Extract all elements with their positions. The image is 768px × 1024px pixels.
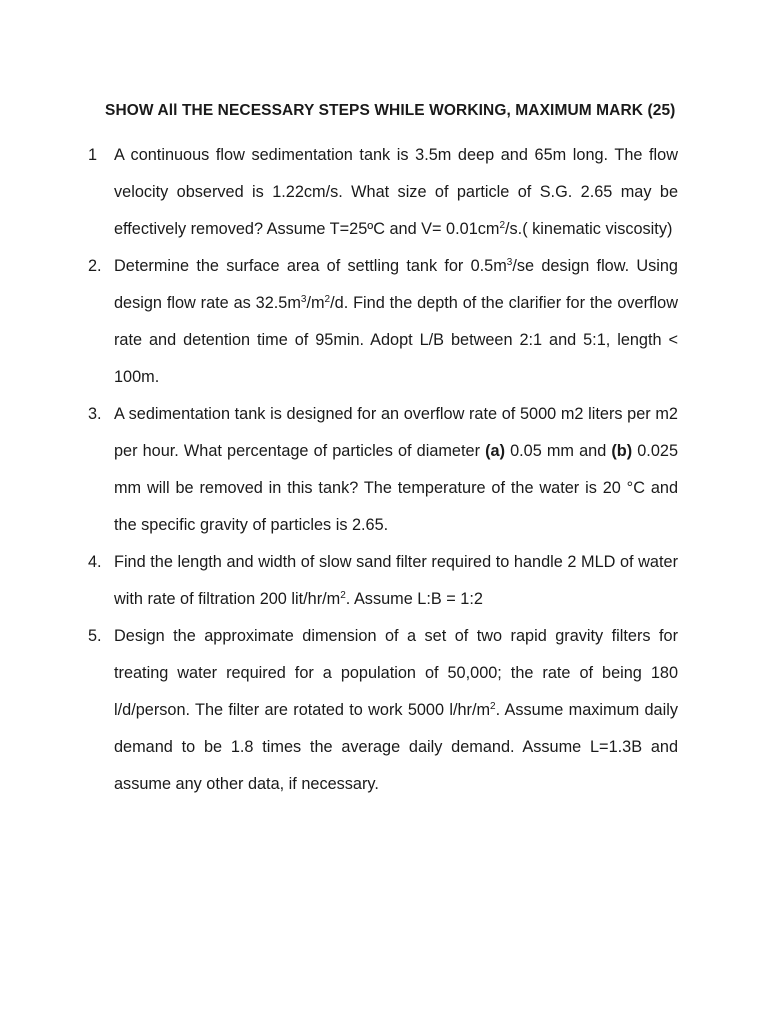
question-item [88,618,678,803]
question-number: 2. [88,257,102,275]
question-number: 1 [88,146,98,164]
question-text: Determine the surface area of settling tank for $0.5m^3/se$ design flow. Using design flow rate as $32.5m^3/m^2/d$. Find the depth of the clarifier for the overflow rate and detention time of 95min. Adopt L/B between 2:1 and 5:1, length < 100m. [114,257,678,386]
question-text: A sedimentation tank is designed for an overflow rate of 5000 m2 liters per m2 per hour. What percentage of particles of diameter (a) 0.05 mm and (b) 0.025 mm will be removed in this tank? The temperature of the water is 20 °C and the specific gravity of particles is 2.65. [114,405,678,534]
question-item [88,396,678,544]
question-item [88,544,678,618]
question-number: 5. [88,627,102,645]
question-list [88,137,678,803]
question-item [88,248,678,396]
question-text: Find the length and width of slow sand filter required to handle 2 MLD of water with rate of filtration 200 lit/$hr/m^2$. Assume L:B = 1:2 [114,553,678,608]
question-number: 3. [88,405,102,423]
question-item [88,137,678,248]
question-text: Design the approximate dimension of a set of two rapid gravity filters for treating water required for a population of 50,000; the rate of being 180 l/d/person. The filter are rotated to work 5000 $l/hr/m^2$. Assume maximum daily demand to be 1.8 times the average daily demand. Assume L=1.3B and assume any other data, if necessary. [114,627,678,793]
question-text: A continuous flow sedimentation tank is 3.5m deep and 65m long. The flow velocity observed is 1.22cm/s. What size of particle of S.G. 2.65 may be effectively removed? Assume T=25ºC and $V= 0.01cm^2/s$.( kinematic viscosity) [114,146,678,238]
page-title: SHOW All THE NECESSARY STEPS WHILE WORKING, MAXIMUM MARK (25) [105,102,676,119]
question-number: 4. [88,553,102,571]
